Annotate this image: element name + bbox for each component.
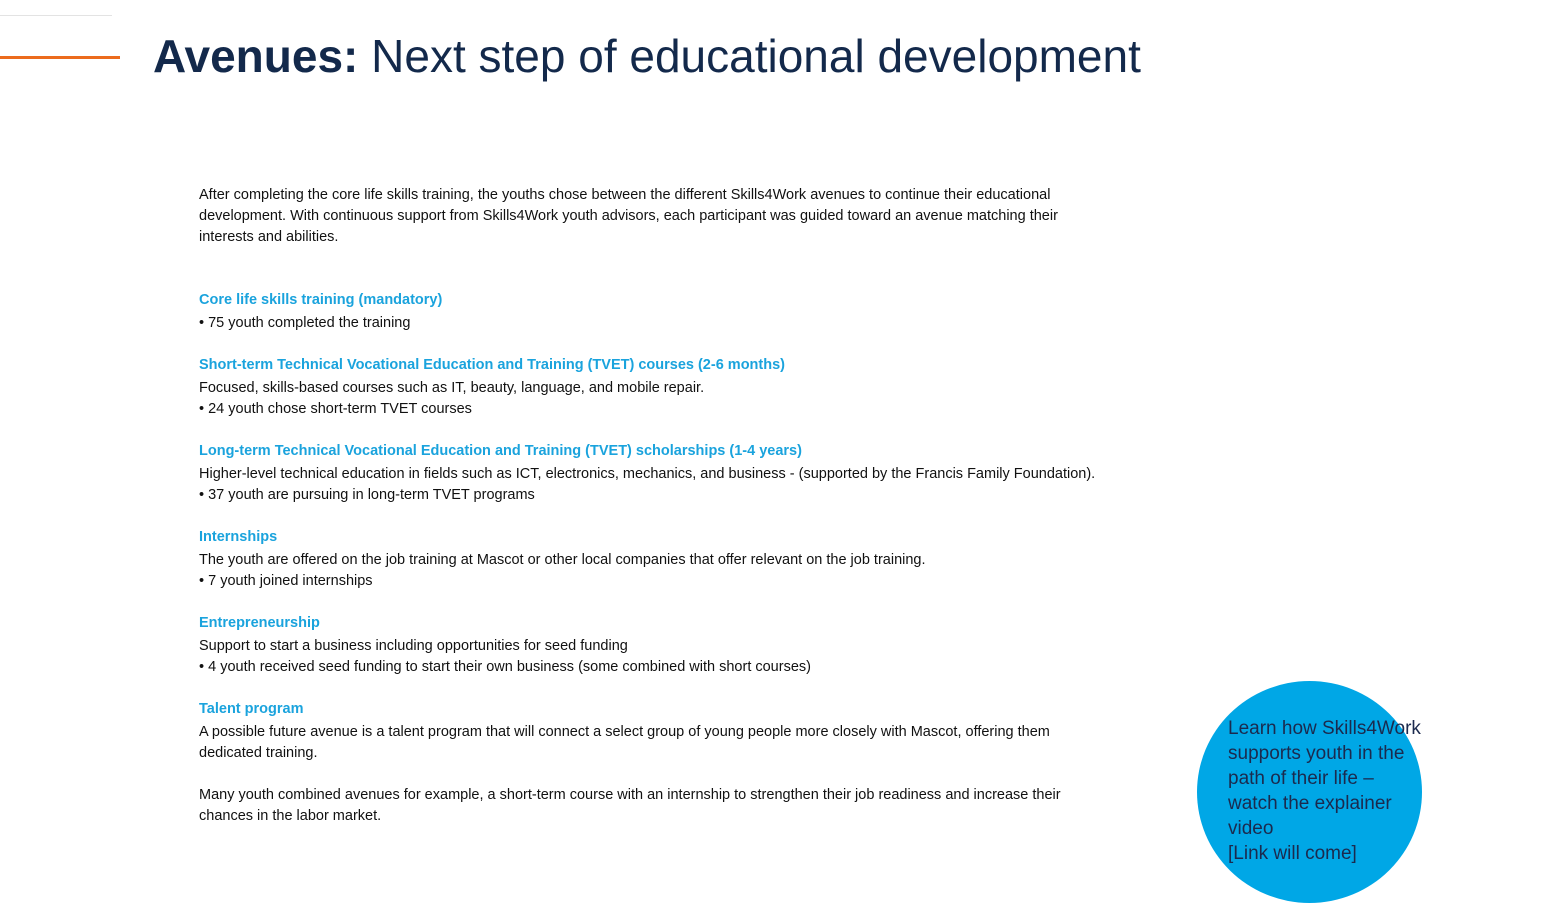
section-bullet: • 24 youth chose short-term TVET courses: [199, 399, 1099, 420]
body-content: [199, 185, 1099, 827]
section-heading: Long-term Technical Vocational Education and Training (TVET) scholarships (1-4 years): [199, 443, 802, 459]
section-description: Support to start a business including opportunities for seed funding: [199, 638, 628, 654]
section-heading: Core life skills training (mandatory): [199, 292, 443, 308]
callout-line: video: [1228, 818, 1274, 839]
section-heading: Entrepreneurship: [199, 615, 320, 631]
section-description: The youth are offered on the job training at Mascot or other local companies that offer relevant on the job training.: [199, 552, 926, 568]
callout-line: path of their life –: [1228, 768, 1374, 789]
section-heading: Talent program: [199, 701, 304, 717]
section-description: Focused, skills-based courses such as IT, beauty, language, and mobile repair.: [199, 380, 705, 396]
section-long-term-tvet: [199, 441, 1099, 506]
callout-line: watch the explainer: [1228, 793, 1392, 814]
callout-line: Learn how Skills4Work: [1228, 718, 1421, 739]
section-heading: Internships: [199, 529, 278, 545]
section-bullet: • 7 youth joined internships: [199, 571, 1099, 592]
callout-link-placeholder[interactable]: [Link will come]: [1228, 843, 1357, 864]
section-short-term-tvet: [199, 355, 1099, 420]
section-entrepreneurship: [199, 613, 1099, 678]
section-description: Higher-level technical education in fields such as ICT, electronics, mechanics, and business - (supported by the Francis Family Foundation).: [199, 466, 1096, 482]
section-bullet: • 75 youth completed the training: [199, 313, 1099, 334]
section-bullet: • 37 youth are pursuing in long-term TVET programs: [199, 485, 1099, 506]
callout-text[interactable]: [1228, 716, 1428, 866]
section-talent-program: [199, 699, 1099, 764]
title-accent-line: [0, 56, 120, 59]
section-bullet: • 4 youth received seed funding to start their own business (some combined with short courses): [199, 657, 1099, 678]
section-description: A possible future avenue is a talent program that will connect a select group of young people more closely with Mascot, offering them dedicated training.: [199, 724, 1050, 761]
section-heading: Short-term Technical Vocational Education and Training (TVET) courses (2-6 months): [199, 357, 785, 373]
section-internships: [199, 527, 1099, 592]
title-bold-part: Avenues:: [153, 30, 359, 82]
title-rest-part: Next step of educational development: [358, 30, 1141, 82]
top-divider-line: [0, 15, 112, 16]
callout-line: supports youth in the: [1228, 743, 1405, 764]
closing-paragraph: Many youth combined avenues for example, a short-term course with an internship to strengthen their job readiness and increase their chances in the labor market.: [199, 787, 1061, 824]
section-core-life-skills: [199, 290, 1099, 334]
page-title: [153, 26, 1141, 86]
intro-paragraph: After completing the core life skills training, the youths chose between the different Skills4Work avenues to continue their educational development. With continuous support from Skills4Work youth advisors, each participant was guided toward an avenue matching their interests and abilities.: [199, 187, 1058, 245]
